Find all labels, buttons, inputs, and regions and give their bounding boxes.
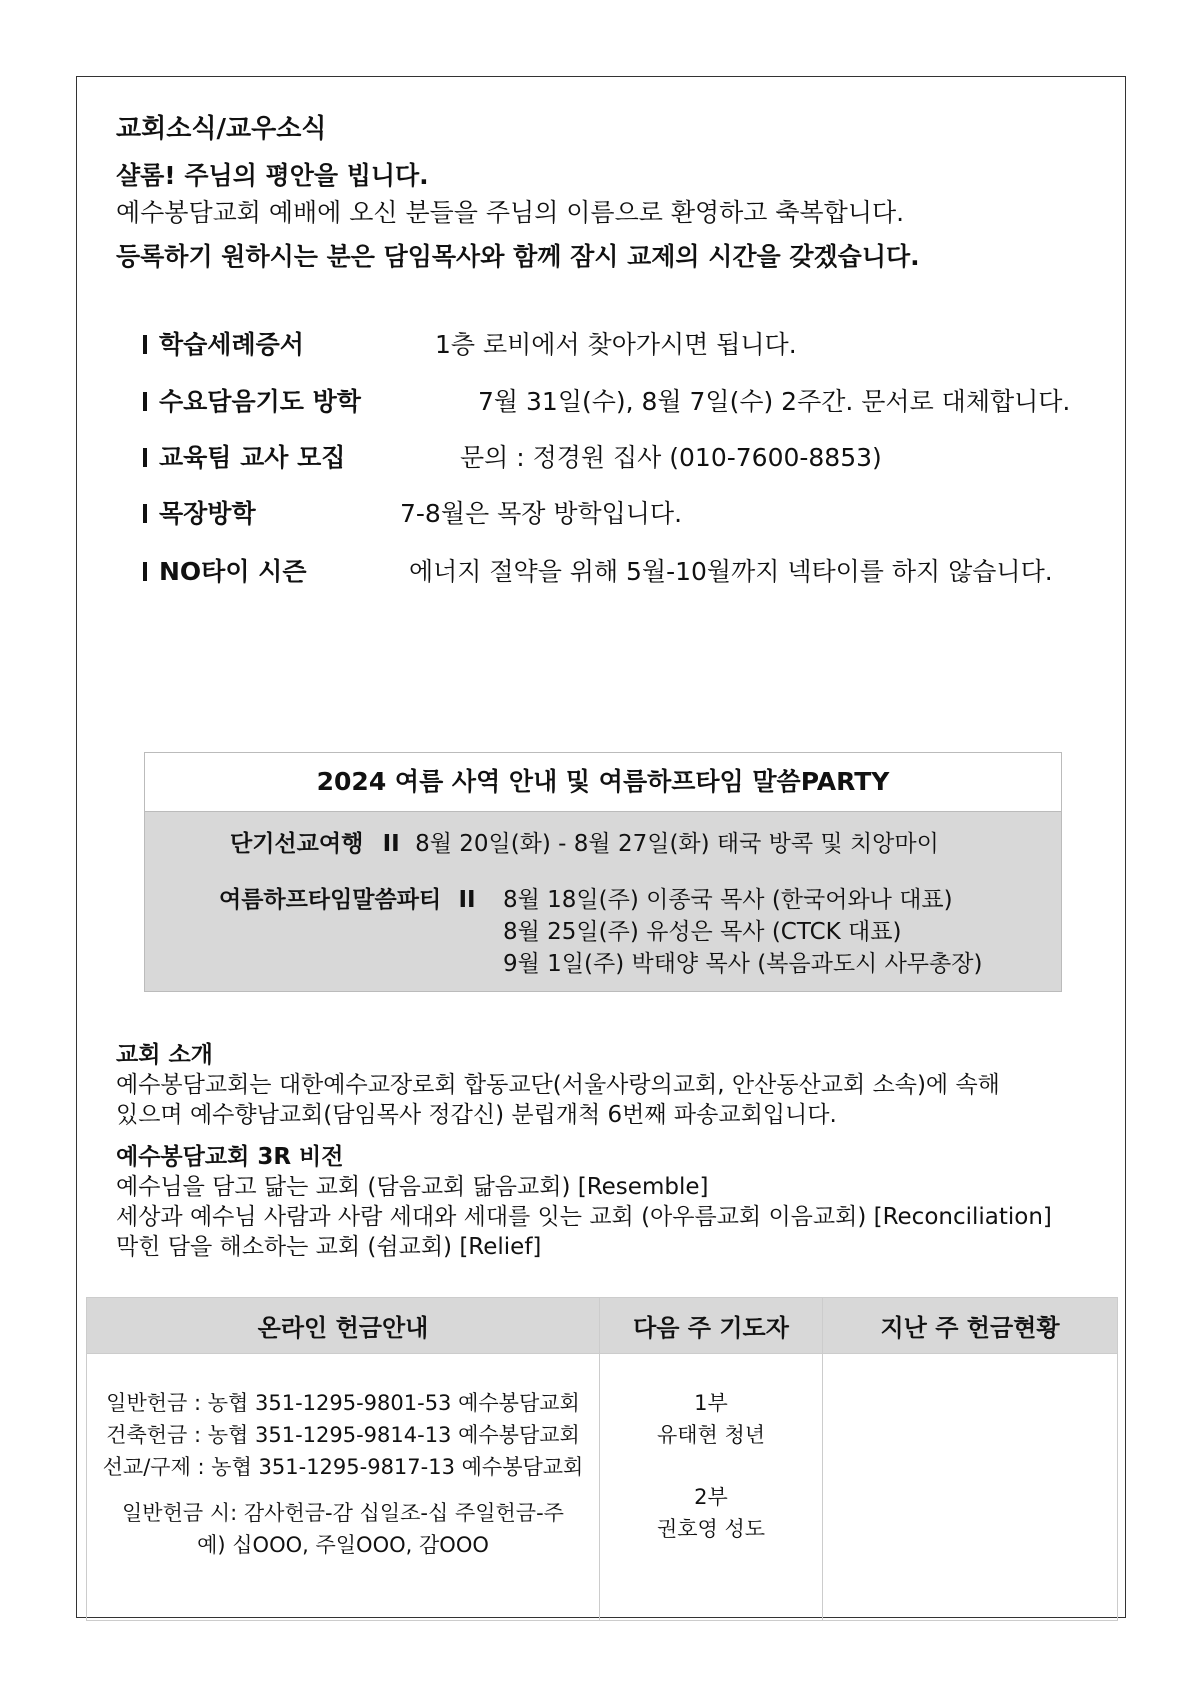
vision-line: 예수님을 담고 닮는 교회 (담음교회 닮음교회) [Resemble] (116, 1174, 709, 1200)
account-line: 건축헌금 : 농협 351-1295-9814-13 예수봉담교회 (106, 1423, 580, 1447)
note-line: 일반헌금 시: 감사헌금-감 십일조-십 주일헌금-주 (122, 1501, 564, 1525)
notice-label-baptism: 학습세례증서 (143, 325, 304, 361)
intro-title: 교회 소개 (116, 1042, 213, 1068)
notice-value-no-tie: 에너지 절약을 위해 5월-10월까지 넥타이를 하지 않습니다. (409, 557, 1053, 586)
party-separator: II (458, 887, 476, 913)
party-line: 8월 18일(주) 이종국 목사 (한국어와나 대표) (503, 887, 953, 913)
next-prayer-cell (600, 1354, 823, 1621)
summer-title: 2024 여름 사역 안내 및 여름하프타임 말씀PARTY (145, 753, 1061, 812)
bullet-bar (143, 335, 147, 354)
bullet-bar (143, 392, 147, 411)
party-line: 8월 25일(주) 유성은 목사 (CTCK 대표) (503, 919, 902, 945)
intro-line: 예수봉담교회는 대한예수교장로회 합동교단(서울사랑의교회, 안산동산교회 소속)에 속해 (116, 1072, 1000, 1098)
bullet-bar (143, 504, 147, 523)
mission-trip-value: 8월 20일(화) - 8월 27일(화) 태국 방콕 및 치앙마이 (415, 831, 939, 857)
note-line: 예) 십OOO, 주일OOO, 감OOO (197, 1533, 489, 1557)
online-offering-header: 온라인 헌금안내 (87, 1298, 600, 1354)
offering-note (88, 1497, 598, 1561)
table-header-row (87, 1298, 1118, 1354)
party-label: 여름하프타임말씀파티 (219, 887, 442, 913)
notice-label-wednesday-prayer: 수요담음기도 방학 (143, 382, 361, 418)
online-offering-cell (87, 1354, 600, 1621)
offering-info-table (86, 1297, 1118, 1621)
intro-line: 있으며 예수향남교회(담임목사 정갑신) 분립개척 6번째 파송교회입니다. (116, 1102, 837, 1128)
last-offering-header: 지난 주 헌금현황 (823, 1298, 1118, 1354)
notice-value-wednesday-prayer: 7월 31일(수), 8월 7일(수) 2주간. 문서로 대체합니다. (478, 387, 1071, 416)
account-line: 선교/구제 : 농협 351-1295-9817-13 예수봉담교회 (102, 1455, 584, 1479)
bullet-bar (143, 448, 147, 467)
register-text: 등록하기 원하시는 분은 담임목사와 함께 잠시 교제의 시간을 갖겠습니다. (116, 242, 920, 271)
vision-title: 예수봉담교회 3R 비전 (116, 1144, 344, 1170)
party-label-row (219, 881, 476, 914)
notice-value-cell-break: 7-8월은 목장 방학입니다. (400, 499, 683, 528)
prayer-name: 권호영 성도 (656, 1517, 766, 1541)
mission-trip-row (230, 825, 939, 858)
notice-label-cell-break: 목장방학 (143, 494, 256, 530)
notice-label-teacher-recruit: 교육팀 교사 모집 (143, 438, 345, 474)
greeting-text: 샬롬! 주님의 평안을 빕니다. (116, 161, 429, 190)
account-line: 일반헌금 : 농협 351-1295-9801-53 예수봉담교회 (106, 1391, 580, 1415)
notice-value-baptism: 1층 로비에서 찾아가시면 됩니다. (435, 330, 797, 359)
vision-line: 세상과 예수님 사람과 사람 세대와 세대를 잇는 교회 (아우름교회 이음교회) [Reconciliation] (116, 1204, 1052, 1230)
summer-ministry-box (144, 752, 1062, 992)
bullet-bar (143, 562, 147, 581)
mission-trip-separator: II (382, 831, 400, 857)
welcome-text: 예수봉담교회 예배에 오신 분들을 주님의 이름으로 환영하고 축복합니다. (116, 198, 905, 227)
next-prayer-header: 다음 주 기도자 (600, 1298, 823, 1354)
prayer-part: 2부 (694, 1485, 728, 1509)
notice-label-no-tie: NO타이 시즌 (143, 552, 306, 588)
notice-value-teacher-recruit: 문의 : 정경원 집사 (010-7600-8853) (460, 443, 882, 472)
last-offering-cell (823, 1354, 1118, 1621)
party-line: 9월 1일(주) 박태양 목사 (복음과도시 사무총장) (503, 951, 983, 977)
table-body-row (87, 1354, 1118, 1621)
news-title: 교회소식/교우소식 (116, 114, 327, 144)
vision-line: 막힌 담을 해소하는 교회 (쉼교회) [Relief] (116, 1234, 542, 1260)
prayer-part: 1부 (694, 1391, 728, 1415)
prayer-name: 유태현 청년 (656, 1423, 766, 1447)
mission-trip-label: 단기선교여행 (230, 831, 364, 857)
